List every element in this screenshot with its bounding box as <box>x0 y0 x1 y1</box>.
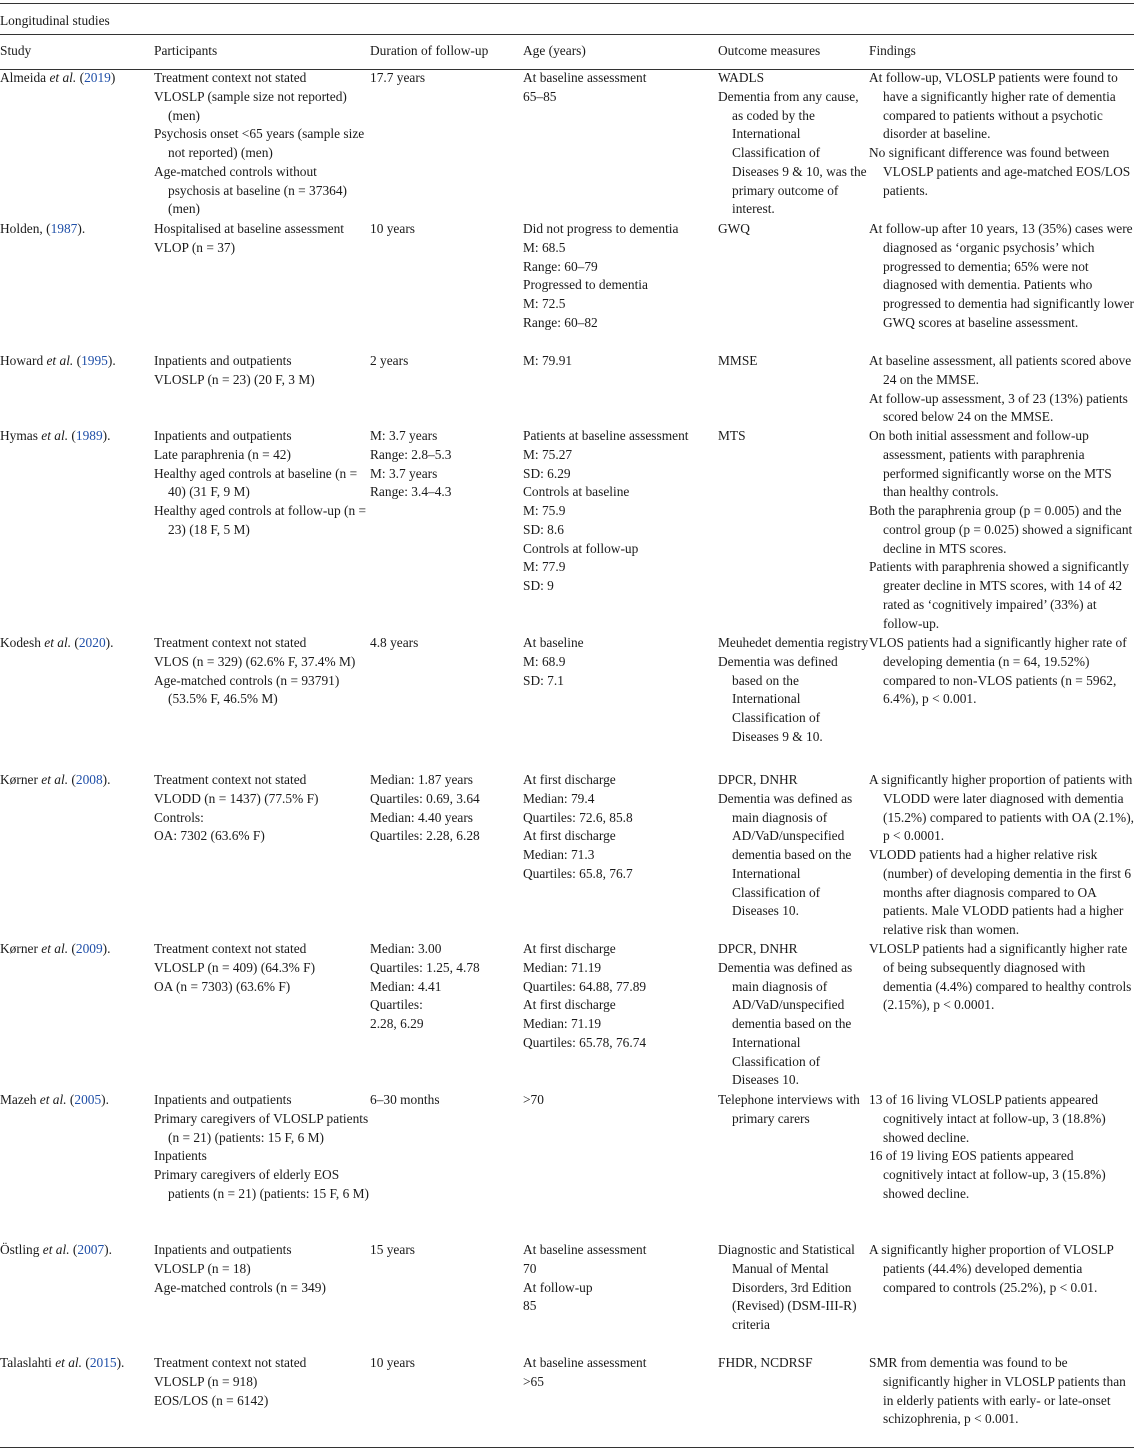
study-cell <box>0 940 154 1091</box>
table-row <box>0 1241 1134 1354</box>
duration-line: Quartiles: 1.25, 4.78 <box>370 959 480 975</box>
participants-line: Primary caregivers of VLOSLP patients (n = 21) (patients: 15 F, 6 M) <box>154 1110 369 1145</box>
participants-line: Inpatients and outpatients <box>154 428 292 443</box>
outcome-line: GWQ <box>718 221 750 236</box>
study-paren: ). <box>77 221 86 236</box>
age-cell <box>523 634 718 771</box>
outcome-line: Dementia from any cause, as coded by the International Classification of Diseases 9 & 10, was the primary outcome of interest. <box>718 88 867 217</box>
age-line: At baseline <box>523 635 584 650</box>
duration-line: Median: 4.40 years <box>370 809 474 825</box>
participants-line: Treatment context not stated <box>154 941 307 956</box>
participants-line: VLOSLP (n = 23) (20 F, 3 M) <box>154 371 315 387</box>
age-line: Did not progress to dementia <box>523 221 679 236</box>
outcome-cell <box>718 1241 869 1354</box>
header-outcome: Outcome measures <box>718 43 821 58</box>
study-year-link[interactable]: 2020 <box>78 635 106 650</box>
header-findings: Findings <box>869 43 916 58</box>
participants-line: Treatment context not stated <box>154 772 307 787</box>
findings-line: A significantly higher proportion of patients with VLODD were later diagnosed with dementia (15.2%) compared to patients with OA (2.1%), p < 0.0001. <box>869 772 1134 844</box>
header-participants: Participants <box>154 43 218 58</box>
study-etal: et al. <box>42 1242 70 1257</box>
duration-cell <box>370 1091 523 1241</box>
study-year-link[interactable]: 2019 <box>84 70 111 85</box>
outcome-line: DPCR, DNHR <box>718 772 798 787</box>
study-paren: ). <box>105 635 114 650</box>
age-line: Quartiles: 65.8, 76.7 <box>523 865 633 881</box>
age-line: SD: 6.29 <box>523 465 571 481</box>
outcome-line: WADLS <box>718 70 765 85</box>
age-line: 85 <box>523 1298 537 1314</box>
study-etal: et al. <box>44 635 72 650</box>
participants-line: Healthy aged controls at baseline (n = 40) (31 F, 9 M) <box>154 465 358 500</box>
study-author: Kodesh <box>0 635 45 650</box>
age-line: Quartiles: 65.78, 76.74 <box>523 1034 647 1050</box>
outcome-cell <box>718 771 869 940</box>
outcome-cell <box>718 1091 869 1241</box>
age-line: At follow-up <box>523 1279 593 1295</box>
header-row <box>0 42 1134 69</box>
participants-line: VLOSLP (n = 18) <box>154 1260 251 1276</box>
study-year-link[interactable]: 2005 <box>74 1092 102 1107</box>
findings-line: VLOSLP patients had a significantly higher rate of being subsequently diagnosed with dementia (4.4%) compared to healthy controls (2.15%), p < 0.0001. <box>869 941 1132 1013</box>
duration-cell <box>370 69 523 220</box>
table-row <box>0 220 1134 352</box>
age-line: At first discharge <box>523 941 616 956</box>
study-author: Hymas <box>0 428 42 443</box>
participants-line: Age-matched controls without psychosis at baseline (n = 37364) (men) <box>154 163 347 217</box>
participants-line: VLOS (n = 329) (62.6% F, 37.4% M) <box>154 653 356 669</box>
participants-line: Treatment context not stated <box>154 635 307 650</box>
study-paren: ). <box>107 353 116 368</box>
duration-line: 2 years <box>370 353 409 368</box>
participants-cell <box>154 352 370 427</box>
duration-line: Quartiles: 2.28, 6.28 <box>370 828 480 844</box>
findings-line: At follow-up assessment, 3 of 23 (13%) patients scored below 24 on the MMSE. <box>869 390 1128 425</box>
age-line: M: 79.91 <box>523 353 573 368</box>
findings-line: At baseline assessment, all patients scored above 24 on the MMSE. <box>869 353 1132 387</box>
study-etal: et al. <box>41 428 69 443</box>
age-cell <box>523 427 718 634</box>
participants-line: VLOSLP (n = 409) (64.3% F) <box>154 959 316 975</box>
findings-line: A significantly higher proportion of VLOSLP patients (44.4%) developed dementia compared to controls (25.2%), p < 0.01. <box>869 1242 1114 1295</box>
age-cell <box>523 220 718 352</box>
age-line: M: 72.5 <box>523 296 566 311</box>
findings-line: No significant difference was found between VLOSLP patients and age-matched EOS/LOS patients. <box>869 145 1131 198</box>
study-author: Howard <box>0 353 47 368</box>
study-year-link[interactable]: 2007 <box>77 1242 105 1257</box>
age-line: At first discharge <box>523 828 616 844</box>
duration-cell <box>370 940 523 1091</box>
participants-line: Inpatients and outpatients <box>154 1242 292 1257</box>
duration-cell <box>370 352 523 427</box>
study-author: Kørner <box>0 941 42 956</box>
findings-cell <box>869 940 1134 1091</box>
findings-cell <box>869 1241 1134 1354</box>
participants-line: Controls: <box>154 809 204 825</box>
duration-line: 6–30 months <box>370 1092 440 1107</box>
study-etal: et al. <box>55 1355 82 1370</box>
participants-cell <box>154 634 370 771</box>
outcome-cell <box>718 427 869 634</box>
duration-line: M: 3.7 years <box>370 428 438 443</box>
age-line: Median: 71.19 <box>523 1016 602 1031</box>
study-year-link[interactable]: 2015 <box>89 1355 117 1370</box>
age-cell <box>523 352 718 427</box>
study-etal: et al. <box>46 353 74 368</box>
findings-line: On both initial assessment and follow-up assessment, patients with paraphrenia performed significantly worse on the MTS than healthy controls. <box>869 428 1112 500</box>
duration-cell <box>370 771 523 940</box>
study-cell <box>0 427 154 634</box>
duration-cell <box>370 634 523 771</box>
findings-cell <box>869 634 1134 771</box>
findings-cell <box>869 1091 1134 1241</box>
participants-cell <box>154 1091 370 1241</box>
findings-cell <box>869 427 1134 634</box>
study-author: Holden, <box>0 221 47 236</box>
study-paren: ) <box>110 70 116 85</box>
duration-cell <box>370 1354 523 1430</box>
findings-line: Both the paraphrenia group (p = 0.005) and the control group (p = 0.025) showed a significant decline in MTS scores. <box>869 503 1133 556</box>
age-line: Progressed to dementia <box>523 277 648 293</box>
outcome-cell <box>718 940 869 1091</box>
study-paren: ). <box>102 941 111 956</box>
study-paren: ( <box>71 635 79 650</box>
outcome-line: Diagnostic and Statistical Manual of Mental Disorders, 3rd Edition (Revised) (DSM-III-R) criteria <box>718 1242 857 1332</box>
findings-line: VLODD patients had a higher relative risk (number) of developing dementia in the first 6 months after diagnosis compared to OA patients. Male VLODD patients had a higher relative risk than women. <box>869 847 1132 937</box>
participants-line: VLOP (n = 37) <box>154 239 236 255</box>
findings-line: At follow-up after 10 years, 13 (35%) cases were diagnosed as ‘organic psychosis’ which progressed to dementia; 65% were not diagnosed with dementia. Patients who progressed to dementia had significantly lower GWQ scores at baseline assessment. <box>869 221 1134 330</box>
findings-line: VLOS patients had a significantly higher rate of developing dementia (n = 64, 19.52%) compared to non-VLOS patients (n = 5962, 6.4%), p < 0.001. <box>869 635 1127 707</box>
findings-line: SMR from dementia was found to be significantly higher in VLOSLP patients than in elderly patients with early- or late-onset schizophrenia, p < 0.001. <box>869 1355 1126 1427</box>
age-cell <box>523 940 718 1091</box>
age-line: SD: 8.6 <box>523 521 564 537</box>
findings-line: 13 of 16 living VLOSLP patients appeared cognitively intact at follow-up, 3 (18.8%) showed decline. <box>869 1092 1106 1145</box>
participants-line: VLODD (n = 1437) (77.5% F) <box>154 790 319 806</box>
study-year-link[interactable]: 1987 <box>50 221 78 236</box>
study-paren: ). <box>116 1355 125 1370</box>
age-line: At first discharge <box>523 772 616 787</box>
participants-line: VLOSLP (sample size not reported) (men) <box>154 88 347 123</box>
outcome-line: DPCR, DNHR <box>718 941 798 956</box>
participants-line: Late paraphrenia (n = 42) <box>154 446 291 462</box>
outcome-cell <box>718 634 869 771</box>
participants-cell <box>154 1354 370 1430</box>
participants-cell <box>154 220 370 352</box>
study-paren: ). <box>101 1092 109 1107</box>
study-year-link[interactable]: 2008 <box>75 772 103 787</box>
duration-line: Range: 2.8–5.3 <box>370 446 452 462</box>
age-line: Median: 71.3 <box>523 847 595 862</box>
outcome-line: MTS <box>718 428 746 443</box>
study-cell <box>0 69 154 220</box>
participants-line: VLOSLP (n = 918) <box>154 1373 258 1389</box>
study-paren: ( <box>69 1242 78 1257</box>
participants-line: Age-matched controls (n = 93791) (53.5% F, 46.5% M) <box>154 672 340 707</box>
age-line: Median: 71.19 <box>523 959 602 975</box>
participants-line: Treatment context not stated <box>154 70 307 85</box>
study-paren: ( <box>68 428 76 443</box>
table-row <box>0 634 1134 771</box>
study-paren: ). <box>102 772 111 787</box>
participants-line: Inpatients and outpatients <box>154 353 292 368</box>
duration-line: M: 3.7 years <box>370 465 438 481</box>
study-year-link[interactable]: 1989 <box>75 428 103 443</box>
duration-line: Median: 1.87 years <box>370 772 474 787</box>
participants-line: OA (n = 7303) (63.6% F) <box>154 978 291 994</box>
participants-line: Age-matched controls (n = 349) <box>154 1279 326 1295</box>
outcome-cell <box>718 352 869 427</box>
age-line: >70 <box>523 1092 544 1107</box>
participants-cell <box>154 1241 370 1354</box>
outcome-line: Dementia was defined based on the International Classification of Diseases 9 & 10. <box>718 653 838 744</box>
bottom-rule <box>0 1447 1134 1448</box>
age-line: M: 75.27 <box>523 446 573 462</box>
age-line: M: 75.9 <box>523 503 566 518</box>
study-paren: ). <box>104 1242 112 1257</box>
outcome-cell <box>718 220 869 352</box>
participants-line: Psychosis onset <65 years (sample size not reported) (men) <box>154 126 365 160</box>
findings-line: Patients with paraphrenia showed a significantly greater decline in MTS scores, with 14 of 42 rated as ‘cognitively impaired’ (33%) at follow-up. <box>869 559 1129 631</box>
age-line: Median: 79.4 <box>523 790 595 806</box>
duration-cell <box>370 220 523 352</box>
table-row <box>0 352 1134 427</box>
duration-line: 15 years <box>370 1242 415 1257</box>
study-author: Almeida <box>0 70 50 85</box>
duration-line: Quartiles: <box>370 997 423 1013</box>
participants-line: Inpatients and outpatients <box>154 1092 292 1107</box>
table-row <box>0 427 1134 634</box>
study-cell <box>0 220 154 352</box>
age-line: M: 68.5 <box>523 239 566 255</box>
participants-cell <box>154 427 370 634</box>
age-line: Quartiles: 72.6, 85.8 <box>523 809 633 825</box>
age-line: At baseline assessment <box>523 70 647 85</box>
age-line: Controls at follow-up <box>523 540 639 556</box>
duration-line: Quartiles: 0.69, 3.64 <box>370 790 480 806</box>
findings-line: 16 of 19 living EOS patients appeared cognitively intact at follow-up, 3 (15.8%) showed decline. <box>869 1148 1106 1201</box>
age-cell <box>523 1091 718 1241</box>
study-etal: et al. <box>41 772 69 787</box>
age-line: At baseline assessment <box>523 1242 647 1257</box>
study-paren: ( <box>68 772 76 787</box>
duration-line: 4.8 years <box>370 635 419 650</box>
findings-cell <box>869 1354 1134 1430</box>
duration-cell <box>370 1241 523 1354</box>
table-row <box>0 69 1134 220</box>
age-line: Quartiles: 64.88, 77.89 <box>523 978 647 994</box>
study-etal: et al. <box>49 70 77 85</box>
findings-line: At follow-up, VLOSLP patients were found to have a significantly higher rate of dementia compared to patients without a psychotic disorder at baseline. <box>869 70 1118 142</box>
study-author: Mazeh <box>0 1092 40 1107</box>
study-cell <box>0 634 154 771</box>
study-etal: et al. <box>41 941 69 956</box>
top-rule <box>0 3 1134 4</box>
study-paren: ( <box>66 1092 75 1107</box>
study-paren: ( <box>82 1355 90 1370</box>
study-paren: ). <box>102 428 111 443</box>
outcome-line: Telephone interviews with primary carers <box>718 1092 860 1126</box>
studies-table <box>0 42 1134 1430</box>
study-paren: ( <box>46 221 51 236</box>
header-age: Age (years) <box>523 43 586 58</box>
findings-cell <box>869 352 1134 427</box>
study-etal: et al. <box>39 1092 67 1107</box>
participants-line: OA: 7302 (63.6% F) <box>154 828 265 844</box>
duration-line: 10 years <box>370 221 415 236</box>
age-line: 65–85 <box>523 88 557 104</box>
age-line: Patients at baseline assessment <box>523 428 689 443</box>
study-author: Kørner <box>0 772 42 787</box>
header-study: Study <box>0 43 32 58</box>
study-paren: ( <box>73 353 82 368</box>
table-row <box>0 940 1134 1091</box>
participants-line: Hospitalised at baseline assessment <box>154 221 345 236</box>
participants-cell <box>154 940 370 1091</box>
outcome-line: Meuhedet dementia registry <box>718 635 869 650</box>
study-author: Östling <box>0 1242 43 1257</box>
participants-line: EOS/LOS (n = 6142) <box>154 1392 269 1408</box>
age-line: >65 <box>523 1373 544 1389</box>
age-line: M: 77.9 <box>523 559 566 575</box>
participants-line: Primary caregivers of elderly EOS patients (n = 21) (patients: 15 F, 6 M) <box>154 1167 369 1201</box>
duration-cell <box>370 427 523 634</box>
participants-cell <box>154 69 370 220</box>
duration-line: Median: 3.00 <box>370 941 442 956</box>
study-year-link[interactable]: 2009 <box>75 941 103 956</box>
findings-cell <box>869 220 1134 352</box>
age-cell <box>523 1354 718 1430</box>
participants-line: Healthy aged controls at follow-up (n = 23) (18 F, 5 M) <box>154 503 367 537</box>
age-line: SD: 9 <box>523 578 554 593</box>
table-row <box>0 1091 1134 1241</box>
findings-cell <box>869 771 1134 940</box>
age-line: M: 68.9 <box>523 653 566 669</box>
study-cell <box>0 771 154 940</box>
study-year-link[interactable]: 1995 <box>81 353 108 368</box>
duration-line: 17.7 years <box>370 70 426 85</box>
age-line: Range: 60–79 <box>523 258 598 274</box>
study-paren: ( <box>68 941 76 956</box>
table-row <box>0 771 1134 940</box>
study-cell <box>0 1241 154 1354</box>
study-cell <box>0 1354 154 1430</box>
duration-line: Range: 3.4–4.3 <box>370 484 452 500</box>
outcome-cell <box>718 1354 869 1430</box>
study-cell <box>0 352 154 427</box>
age-cell <box>523 1241 718 1354</box>
age-line: Range: 60–82 <box>523 314 598 330</box>
study-cell <box>0 1091 154 1241</box>
outcome-line: Dementia was defined as main diagnosis of AD/VaD/unspecified dementia based on the International Classification of Diseases 10. <box>718 790 853 919</box>
age-cell <box>523 69 718 220</box>
outcome-line: FHDR, NCDRSF <box>718 1355 813 1370</box>
header-duration: Duration of follow-up <box>370 43 489 58</box>
age-line: Controls at baseline <box>523 484 630 500</box>
study-author: Talaslahti <box>0 1355 56 1370</box>
section-rule <box>0 34 1134 35</box>
duration-line: 2.28, 6.29 <box>370 1016 424 1031</box>
outcome-cell <box>718 69 869 220</box>
age-line: At baseline assessment <box>523 1355 647 1370</box>
participants-line: Inpatients <box>154 1148 207 1164</box>
participants-cell <box>154 771 370 940</box>
duration-line: 10 years <box>370 1355 415 1370</box>
findings-cell <box>869 69 1134 220</box>
age-line: 70 <box>523 1260 537 1276</box>
study-paren: ( <box>76 70 85 85</box>
outcome-line: Dementia was defined as main diagnosis of AD/VaD/unspecified dementia based on the International Classification of Diseases 10. <box>718 959 853 1088</box>
age-line: SD: 7.1 <box>523 672 564 688</box>
participants-line: Treatment context not stated <box>154 1355 307 1370</box>
age-line: At first discharge <box>523 997 616 1013</box>
outcome-line: MMSE <box>718 353 758 368</box>
age-cell <box>523 771 718 940</box>
table-row <box>0 1354 1134 1430</box>
section-title: Longitudinal studies <box>0 13 110 28</box>
duration-line: Median: 4.41 <box>370 978 442 994</box>
